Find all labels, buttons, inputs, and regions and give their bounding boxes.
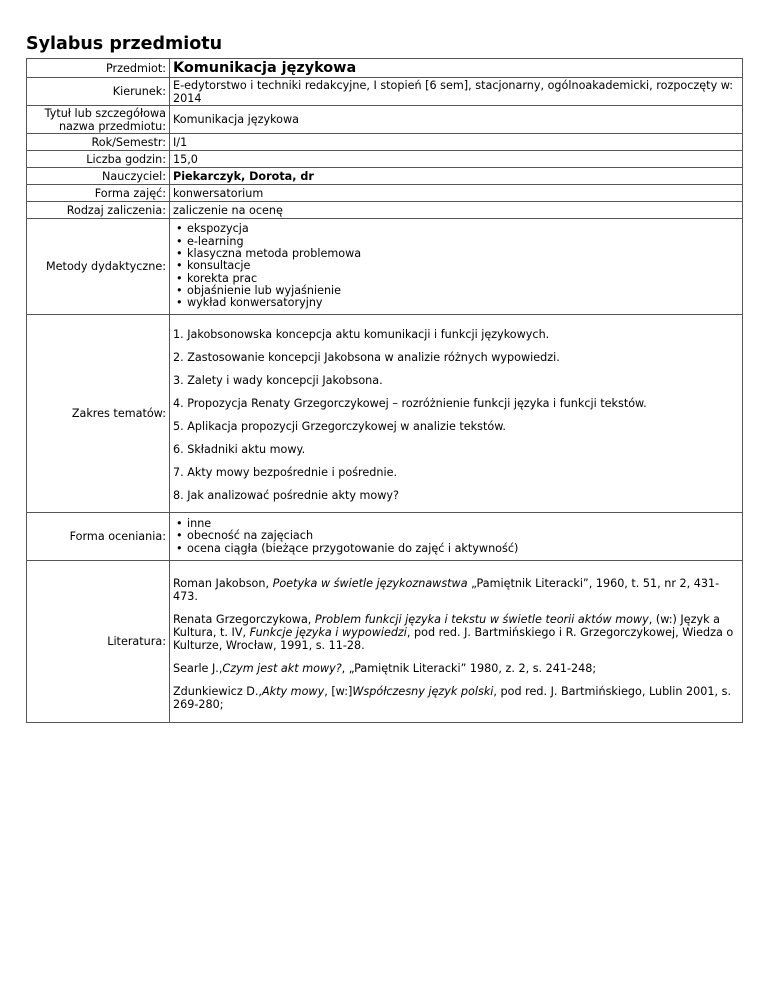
row-hours <box>27 151 743 168</box>
year-semester-label: Rok/Semestr: <box>27 134 170 151</box>
topic-item: 4. Propozycja Renaty Grzegorczykowej – rozróżnienie funkcji języka i funkcji tekstów. <box>173 396 647 410</box>
list-item: • korekta prac <box>173 273 739 285</box>
topics-value <box>170 315 743 513</box>
methods-value <box>170 219 743 315</box>
list-item: • klasyczna metoda problemowa <box>173 248 739 260</box>
credit-type-label: Rodzaj zaliczenia: <box>27 202 170 219</box>
subject-label: Przedmiot: <box>27 59 170 78</box>
row-topics <box>27 315 743 513</box>
assessment-value <box>170 513 743 561</box>
topic-item: 1. Jakobsonowska koncepcja aktu komunikacji i funkcji językowych. <box>173 327 550 341</box>
topic-item: 7. Akty mowy bezpośrednie i pośrednie. <box>173 465 398 479</box>
page-title: Sylabus przedmiotu <box>26 34 223 54</box>
list-item: • ekspozycja <box>173 223 739 235</box>
topic-item: 2. Zastosowanie koncepcji Jakobsona w analizie różnych wypowiedzi. <box>173 350 560 364</box>
syllabus-table <box>26 58 743 723</box>
list-item: • ocena ciągła (bieżące przygotowanie do zajęć i aktywność) <box>173 543 739 555</box>
topic-item: 8. Jak analizować pośrednie akty mowy? <box>173 488 399 502</box>
literature-value <box>170 561 743 723</box>
class-form-label: Forma zajęć: <box>27 185 170 202</box>
row-literature <box>27 561 743 723</box>
topic-item: 6. Składniki aktu mowy. <box>173 442 306 456</box>
row-field <box>27 78 743 106</box>
literature-item: Renata Grzegorczykowa, Problem funkcji języka i tekstu w świetle teorii aktów mowy, (w:) Język a Kultura, t. IV, Funkcje języka i wypowiedzi, pod red. J. Bartmińskiego i R. Grzegorczykowej, Wiedza o Kulturze, Wrocław, 1991, s. 11-28. <box>173 612 734 652</box>
topics-label: Zakres tematów: <box>27 315 170 513</box>
assessment-label: Forma oceniania: <box>27 513 170 561</box>
full-title-value: Komunikacja językowa <box>170 106 743 134</box>
literature-item: Zdunkiewicz D.,Akty mowy, [w:]Współczesny język polski, pod red. J. Bartmińskiego, Lublin 2001, s. 269-280; <box>173 684 732 711</box>
literature-label: Literatura: <box>27 561 170 723</box>
list-item: • obecność na zajęciach <box>173 530 739 542</box>
methods-list <box>173 223 739 309</box>
literature-item: Roman Jakobson, Poetyka w świetle językoznawstwa „Pamiętnik Literacki”, 1960, t. 51, nr 2, 431-473. <box>173 576 720 603</box>
field-label: Kierunek: <box>27 78 170 106</box>
methods-label: Metody dydaktyczne: <box>27 219 170 315</box>
list-item: • konsultacje <box>173 260 739 272</box>
subject-name: Komunikacja językowa <box>173 60 357 76</box>
class-form-value: konwersatorium <box>170 185 743 202</box>
row-credit-type <box>27 202 743 219</box>
topic-item: 5. Aplikacja propozycji Grzegorczykowej w analizie tekstów. <box>173 419 506 433</box>
literature-item: Searle J.,Czym jest akt mowy?, „Pamiętnik Literacki” 1980, z. 2, s. 241-248; <box>173 661 597 675</box>
row-class-form <box>27 185 743 202</box>
list-item: • wykład konwersatoryjny <box>173 297 739 309</box>
row-teacher <box>27 168 743 185</box>
row-methods <box>27 219 743 315</box>
teacher-label: Nauczyciel: <box>27 168 170 185</box>
row-year-semester <box>27 134 743 151</box>
assessment-list <box>173 518 739 555</box>
row-full-title <box>27 106 743 134</box>
hours-label: Liczba godzin: <box>27 151 170 168</box>
list-item: • e-learning <box>173 236 739 248</box>
credit-type-value: zaliczenie na ocenę <box>170 202 743 219</box>
list-item: • objaśnienie lub wyjaśnienie <box>173 285 739 297</box>
row-subject <box>27 59 743 78</box>
teacher-name: Piekarczyk, Dorota, dr <box>173 169 314 183</box>
full-title-label: Tytuł lub szczegółowa nazwa przedmiotu: <box>27 106 170 134</box>
topic-item: 3. Zalety i wady koncepcji Jakobsona. <box>173 373 383 387</box>
subject-value <box>170 59 743 78</box>
row-assessment <box>27 513 743 561</box>
teacher-value <box>170 168 743 185</box>
list-item: • inne <box>173 518 739 530</box>
year-semester-value: I/1 <box>170 134 743 151</box>
hours-value: 15,0 <box>170 151 743 168</box>
field-value: E-edytorstwo i techniki redakcyjne, I stopień [6 sem], stacjonarny, ogólnoakademicki, rozpoczęty w: 2014 <box>170 78 743 106</box>
